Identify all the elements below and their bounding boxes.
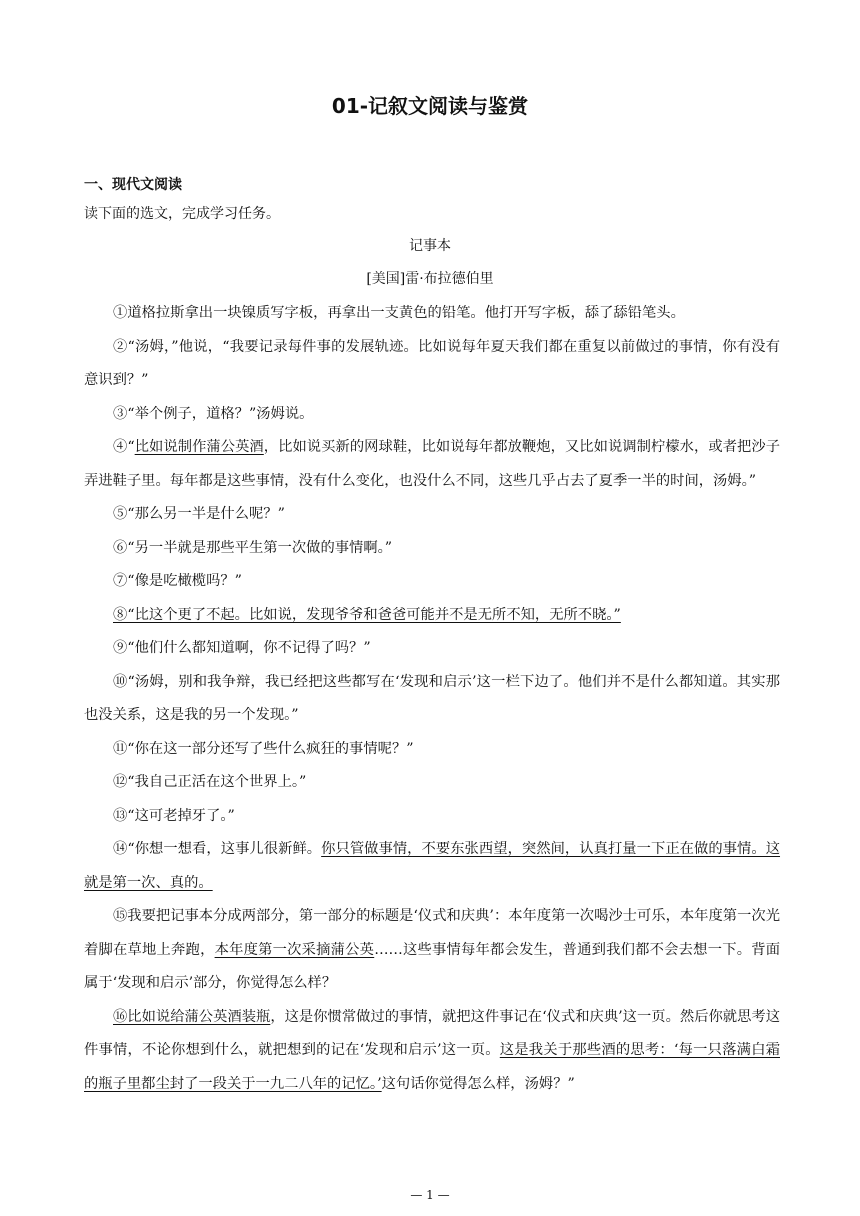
- story-title: 记事本: [409, 238, 451, 254]
- paragraph-2: ②“汤姆，”他说，“我要记录每件事的发展轨迹。比如说每年夏天我们都在重复以前做过的事情，你有没有意识到？”: [84, 338, 780, 388]
- underlined-text: 这是我关于那些酒的思考：‘每一只落满白霜的瓶子里都尘封了一段关于一九二八年的记忆。’: [84, 1042, 780, 1092]
- paragraph-16: [84, 1001, 780, 1102]
- section-heading: 一、现代文阅读: [84, 177, 182, 193]
- paragraph-5: ⑤“那么另一半是什么呢？”: [113, 506, 285, 522]
- page-title: 01-记叙文阅读与鉴赏: [331, 94, 529, 118]
- underlined-text: ⑧“比这个更了不起。比如说，发现爷爷和爸爸可能并不是无所不知，无所不晓。”: [113, 606, 621, 623]
- paragraph-1: ①道格拉斯拿出一块镍质写字板，再拿出一支黄色的铅笔。他打开写字板，舔了舔铅笔头。: [113, 305, 685, 321]
- underlined-text: 你只管做事情，不要东张西望，突然间，认真打量一下正在做的事情。这就是第一次、真的。: [84, 841, 781, 891]
- paragraph-text: ，这是你惯常做过的事情，就把这件事记在‘仪式和庆典’这一页。然后你就思考这件事情，不论你想到什么，就把想到的记在‘发现和启示’这一页。: [84, 1008, 780, 1058]
- paragraph-3: ③“举个例子，道格？”汤姆说。: [113, 405, 314, 422]
- paragraph-4: [84, 431, 780, 498]
- paragraph-8: [84, 599, 780, 633]
- paragraph-13: ⑬“这可老掉牙了。”: [113, 807, 235, 824]
- paragraph-text: ⑭“你想一想看，这事儿很新鲜。: [113, 841, 322, 857]
- paragraph-11: ⑪“你在这一部分还写了些什么疯狂的事情呢？”: [113, 740, 414, 757]
- paragraph-7: ⑦“像是吃橄榄吗？”: [113, 573, 242, 589]
- paragraph-text: ④“: [113, 439, 135, 455]
- page-number: — 1 —: [410, 1188, 450, 1202]
- paragraph-12: ⑫“我自己正活在这个世界上。”: [113, 774, 307, 790]
- story-body: [84, 297, 780, 1101]
- underlined-text: ⑯比如说给蒲公英酒装瓶: [113, 1008, 271, 1025]
- underlined-text: 本年度第一次采摘蒲公英: [214, 941, 375, 958]
- paragraph-text: ……这些事情每年都会发生，普通到我们都不会去想一下。背面属于‘发现和启示’部分，你觉得怎么样？: [84, 941, 781, 991]
- paragraph-14: [84, 833, 780, 900]
- paragraph-text: ⑮我要把记事本分成两部分，第一部分的标题是‘仪式和庆典’：本年度第一次喝沙士可乐，本年度第一次光着脚在草地上奔跑，: [84, 908, 780, 958]
- paragraph-10: ⑩“汤姆，别和我争辩，我已经把这些都写在‘发现和启示’这一栏下边了。他们并不是什么都知道。其实那也没关系，这是我的另一个发现。”: [84, 673, 780, 723]
- paragraph-9: ⑨“他们什么都知道啊，你不记得了吗？”: [113, 640, 371, 656]
- paragraph-text: 这句话你觉得怎么样，汤姆？”: [381, 1075, 575, 1092]
- paragraph-text: ，比如说买新的网球鞋，比如说每年都放鞭炮，又比如说调制柠檬水，或者把沙子弄进鞋子里。每年都是这些事情，没有什么变化，也没什么不同，这些几乎占去了夏季一半的时间，汤姆。”: [84, 439, 781, 489]
- instruction-text: 读下面的选文，完成学习任务。: [84, 206, 280, 222]
- story-author: [美国]雷·布拉德伯里: [366, 271, 494, 287]
- paragraph-15: [84, 900, 780, 1001]
- underlined-text: 比如说制作蒲公英酒: [134, 439, 264, 455]
- paragraph-6: ⑥“另一半就是那些平生第一次做的事情啊。”: [113, 539, 393, 556]
